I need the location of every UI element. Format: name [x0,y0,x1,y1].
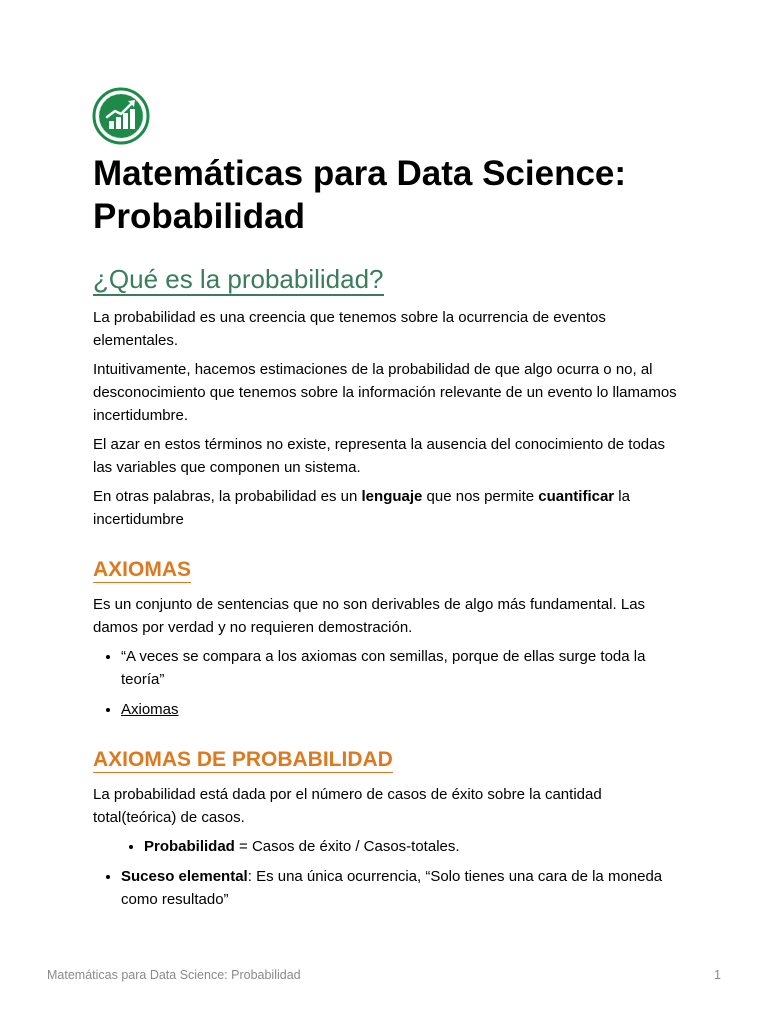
paragraph: Es un conjunto de sentencias que no son derivables de algo más fundamental. Las damos por verdad y no requieren demostración. [93,596,646,636]
bold-term: Probabilidad [144,838,235,855]
section-heading: ¿Qué es la probabilidad? [93,264,384,294]
list-item: • “A veces se compara a los axiomas con semillas, porque de ellas surge toda la teoría” [121,645,683,691]
paragraph: La probabilidad está dada por el número de casos de éxito sobre la cantidad total(teórica) de casos. [93,786,602,826]
list-item [121,865,683,911]
text-run: que nos permite [422,488,539,505]
section-heading: AXIOMAS DE PROBABILIDAD [93,748,393,771]
document-body [93,152,683,938]
page-title: Matemáticas para Data Science: Probabilidad [93,154,627,236]
text-run: : Es una única ocurrencia, “Solo tienes una cara de la moneda como resultado” [121,868,663,908]
bullet-list [93,645,683,721]
bold-term: Suceso elemental [121,868,248,885]
footer-title: Matemáticas para Data Science: Probabilidad [47,968,301,982]
paragraph: Intuitivamente, hacemos estimaciones de la probabilidad de que algo ocurra o no, al desconocimiento que tenemos sobre la información relevante de un evento lo llamamos incertidumbre. [93,361,677,424]
list-item [121,698,683,721]
page-number: 1 [714,968,721,982]
paragraph: La probabilidad es una creencia que tenemos sobre la ocurrencia de eventos elementales. [93,309,606,349]
section-axioms [93,558,683,721]
list-item [144,835,683,858]
bullet-list [93,865,683,911]
bold-term: cuantificar [538,488,615,505]
section-probability-axioms [93,748,683,911]
text-run: = Casos de éxito / Casos-totales. [234,838,460,855]
section-heading: AXIOMAS [93,558,192,581]
text-run: En otras palabras, la probabilidad es un [93,488,362,505]
text-run: la incertidumbre [93,488,630,528]
bold-term: lenguaje [361,488,423,505]
section-what-is-probability [93,264,683,531]
axiomas-link[interactable]: Axiomas [121,701,179,718]
paragraph: El azar en estos términos no existe, representa la ausencia del conocimiento de todas las variables que componen un sistema. [93,436,665,476]
nested-bullet-list [93,835,683,858]
paragraph [93,485,683,531]
growth-chart-icon [92,87,150,145]
